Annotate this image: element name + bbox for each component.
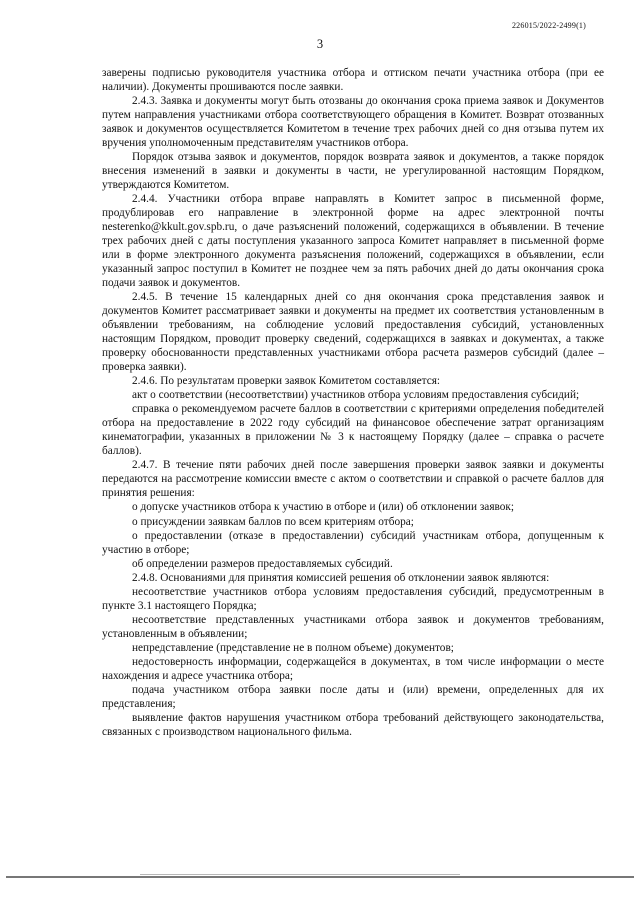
- paragraph-continuation: заверены подписью руководителя участника отбора и оттиском печати участника отбора (при ее наличии). Документы прошиваются после заявки.: [102, 67, 604, 94]
- list-item: недостоверность информации, содержащейся в документах, в том числе информации о месте нахождения и адресе участника отбора;: [102, 655, 604, 682]
- paragraph-2-4-7: 2.4.7. В течение пяти рабочих дней после завершения проверки заявок заявки и документы передаются на рассмотрение комиссии вместе с актом о соответствии и справкой о расчете баллов для принятия решения:: [102, 459, 604, 500]
- list-item: непредставление (представление не в полном объеме) документов;: [132, 641, 454, 654]
- paragraph-2-4-3: 2.4.3. Заявка и документы могут быть отозваны до окончания срока приема заявок и Документов путем направления участниками отбора соответствующего обращения в Комитет. Возврат отозванных заявок и документов осуществляется Комитетом в течение трех рабочих дней со дня отзыва путем их вручения уполномоченным представителям участников отбора.: [102, 95, 604, 150]
- paragraph-2-4-4: 2.4.4. Участники отбора вправе направлять в Комитет запрос в письменной форме, продублировав его направление в электронной форме на адрес электронной почты nesterenko@kkult.gov.spb.ru, о даче разъяснений положений, содержащихся в объявлении. В течение трех рабочих дней с даты поступления указанного запроса Комитет направляет в письменной форме или в форме электронного документа разъяснения положений, содержащихся в объявлении, если указанный запрос поступил в Комитет не позднее чем за пять рабочих дней до даты окончания срока подачи заявок и документов.: [102, 193, 604, 290]
- list-item: о предоставлении (отказе в предоставлении) субсидий участникам отбора, допущенным к участию в отборе;: [102, 529, 604, 556]
- document-registration-number: 226015/2022-2499(1): [511, 21, 586, 30]
- list-item: о присуждении заявкам баллов по всем критериям отбора;: [132, 515, 414, 528]
- scan-bottom-edge: [6, 876, 634, 878]
- list-item: выявление фактов нарушения участником отбора требований действующего законодательства, связанных с производством национального фильма.: [102, 711, 604, 738]
- page-number: 3: [316, 37, 324, 51]
- list-item: о допуске участников отбора к участию в отборе и (или) об отклонении заявок;: [132, 501, 515, 514]
- paragraph-2-4-8: 2.4.8. Основаниями для принятия комиссией решения об отклонении заявок являются:: [132, 571, 550, 584]
- document-body: [102, 66, 604, 739]
- paragraph-2-4-5: 2.4.5. В течение 15 календарных дней со дня окончания срока представления заявок и документов Комитет рассматривает заявки и документы на предмет их соответствия установленным в объявлении требованиям, на соблюдение условий предоставления субсидий, установленных настоящим Порядком, проводит проверку сведений, содержащихся в заявках и документах, а также проверку обоснованности представленных участниками отбора расчета размеров субсидий (далее – проверка заявки).: [102, 291, 604, 374]
- list-item: несоответствие представленных участниками отбора заявок и документов требованиям, установленным в объявлении;: [102, 613, 604, 640]
- list-item: об определении размеров предоставляемых субсидий.: [132, 557, 393, 570]
- paragraph-2-4-6: 2.4.6. По результатам проверки заявок Комитетом составляется:: [132, 375, 441, 388]
- list-item: несоответствие участников отбора условиям предоставления субсидий, предусмотренным в пункте 3.1 настоящего Порядка;: [102, 585, 604, 612]
- scan-artifact-line: [140, 874, 460, 875]
- list-item: справка о рекомендуемом расчете баллов в соответствии с критериями определения победителей отбора на предоставление в 2022 году субсидий на финансовое обеспечение затрат организациям кинематографии, указанных в приложении № 3 к настоящему Порядку (далее – справка о расчете баллов).: [102, 403, 604, 458]
- list-item: подача участником отбора заявки после даты и (или) времени, определенных для их представления;: [102, 683, 604, 710]
- paragraph-withdrawal-procedure: Порядок отзыва заявок и документов, порядок возврата заявок и документов, а также порядок внесения изменений в заявки и документы в части, не урегулированной настоящим Порядком, утверждаются Комитетом.: [102, 151, 604, 192]
- list-item: акт о соответствии (несоответствии) участников отбора условиям предоставления субсидий;: [132, 389, 580, 402]
